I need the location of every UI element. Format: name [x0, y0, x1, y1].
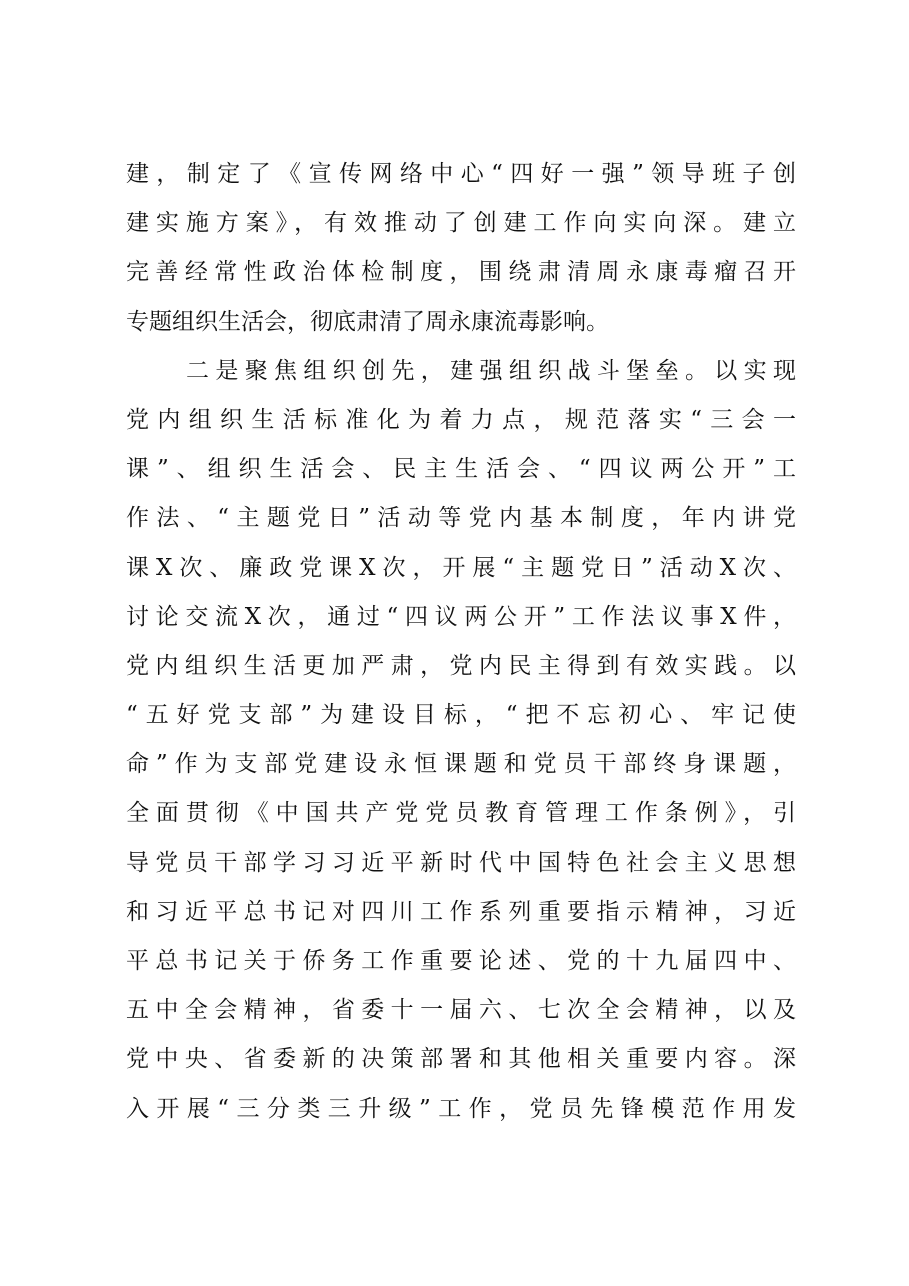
text-line: 五中全会精神，省委十一届六、七次全会精神，以及 — [126, 997, 796, 1024]
text-line: 入开展“三分类三升级”工作，党员先锋模范作用发 — [126, 1095, 796, 1122]
text-line: 完善经常性政治体检制度，围绕肃清周永康毒瘤召开 — [126, 259, 796, 286]
text-line: 建，制定了《宣传网络中心“四好一强”领导班子创 — [126, 161, 796, 187]
text-line: 和习近平总书记对四川工作系列重要指示精神，习近 — [126, 898, 796, 925]
text-line: 党内组织生活更加严肃，党内民主得到有效实践。以 — [126, 652, 796, 679]
text-line: 党内组织生活标准化为着力点，规范落实“三会一 — [126, 406, 796, 433]
text-line: 二是聚焦组织创先，建强组织战斗堡垒。以实现 — [186, 357, 796, 384]
text-line: 导党员干部学习习近平新时代中国特色社会主义思想 — [126, 849, 796, 876]
text-line: 党中央、省委新的决策部署和其他相关重要内容。深 — [126, 1046, 796, 1073]
text-line: 平总书记关于侨务工作重要论述、党的十九届四中、 — [126, 948, 796, 974]
text-line: 作法、“主题党日”活动等党内基本制度，年内讲党 — [126, 505, 796, 532]
text-line: 命”作为支部党建设永恒课题和党员干部终身课题， — [126, 751, 796, 778]
text-line: 课X次、廉政党课X次，开展“主题党日”活动X次、 — [126, 554, 796, 581]
text-line: “五好党支部”为建设目标，“把不忘初心、牢记使 — [126, 702, 796, 729]
text-line: 全面贯彻《中国共产党党员教育管理工作条例》，引 — [126, 800, 796, 827]
text-line: 专题组织生活会，彻底肃清了周永康流毒影响。 — [126, 308, 609, 335]
body-text — [126, 150, 796, 1134]
text-line: 讨论交流X次，通过“四议两公开”工作法议事X件， — [126, 603, 796, 630]
text-line: 课”、组织生活会、民主生活会、“四议两公开”工 — [126, 456, 796, 483]
text-line: 建实施方案》，有效推动了创建工作向实向深。建立 — [126, 210, 796, 237]
